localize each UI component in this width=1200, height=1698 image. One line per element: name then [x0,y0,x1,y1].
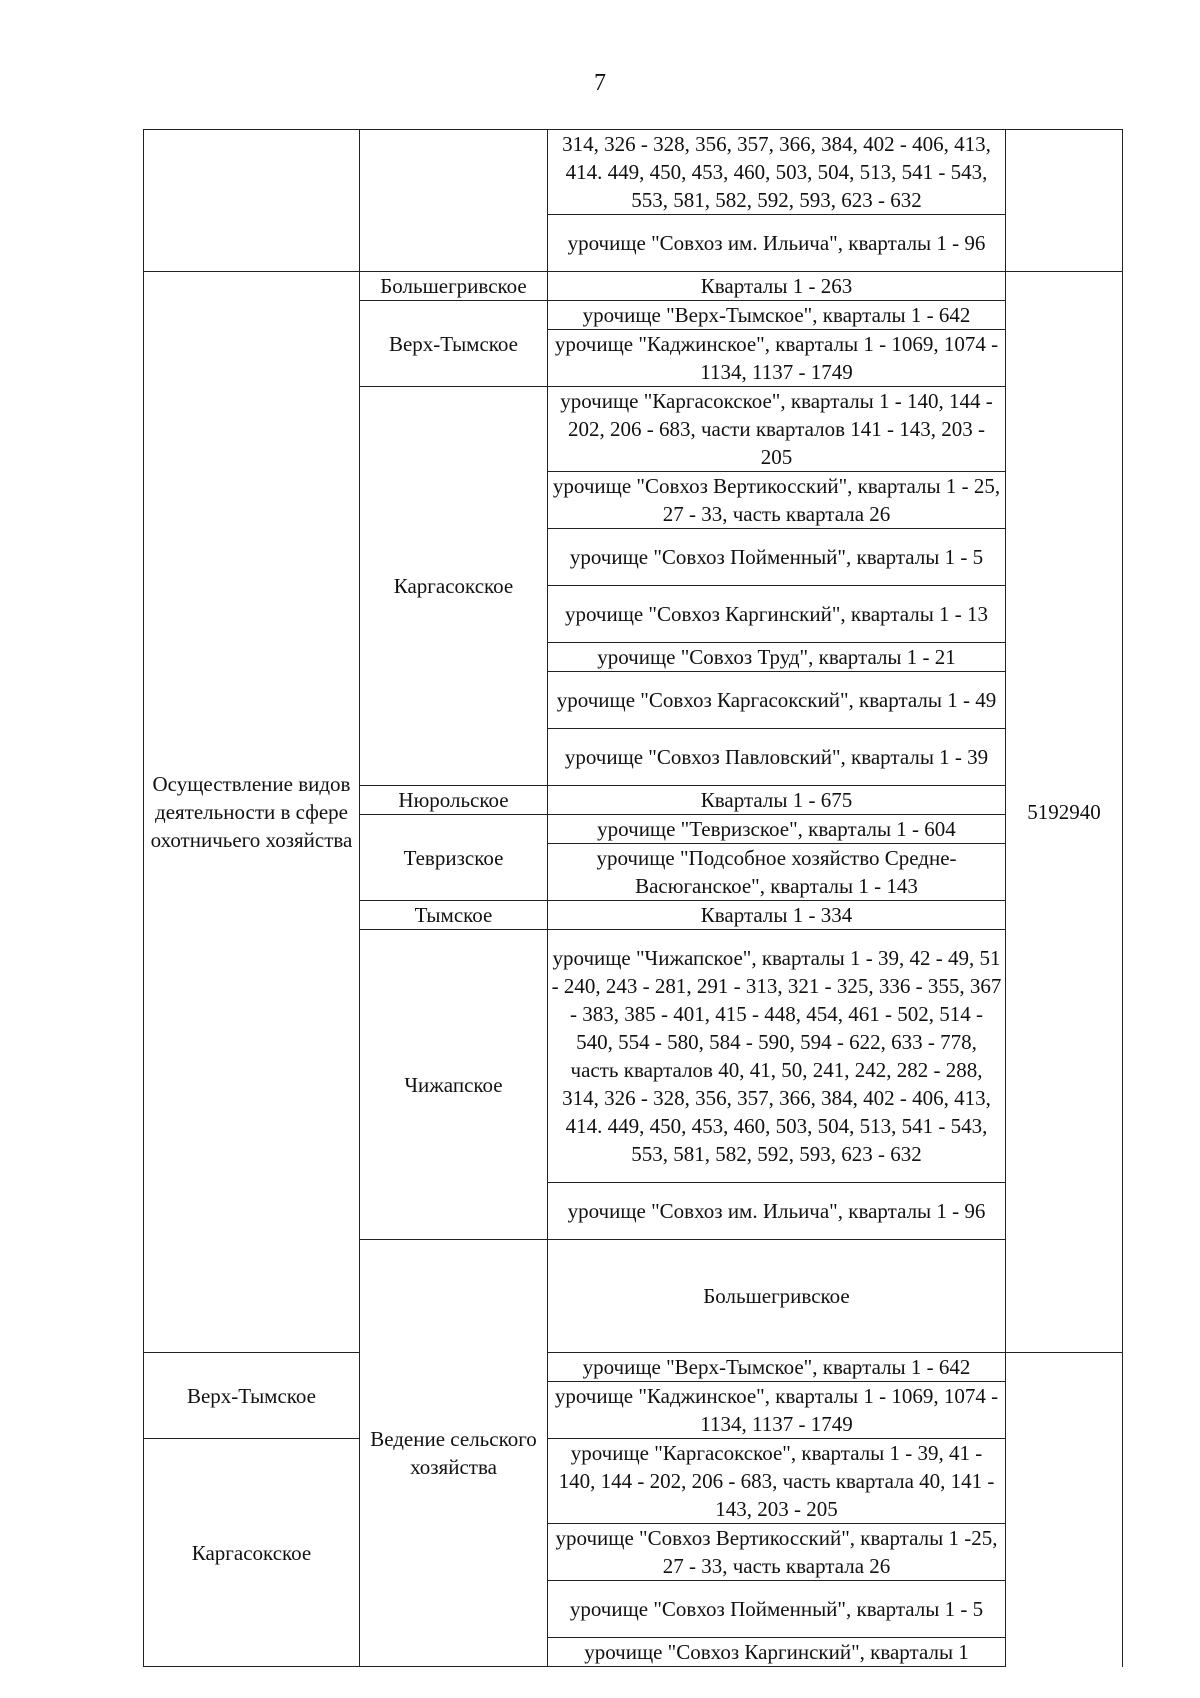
code-cell [1006,130,1123,272]
area-cell: урочище "Совхоз Каргасокский", кварталы 1 - 49 [548,672,1006,729]
area-cell: урочище "Совхоз Пойменный", кварталы 1 - 5 [548,1581,1006,1638]
table-row [144,1353,1123,1382]
area-cell: урочище "Каргасокское", кварталы 1 - 140, 144 - 202, 206 - 683, части кварталов 141 - 143, 203 - 205 [548,387,1006,472]
forestry-cell: Верх-Тымское [144,1353,360,1439]
area-cell: урочище "Подсобное хозяйство Средне-Васюганское", кварталы 1 - 143 [548,844,1006,901]
activity-cell [144,130,360,272]
area-cell: урочище "Совхоз им. Ильича", кварталы 1 - 96 [548,1183,1006,1240]
area-cell: Кварталы 1 - 675 [548,786,1006,815]
forestry-cell: Нюрольское [360,786,548,815]
area-cell: урочище "Совхоз Павловский", кварталы 1 - 39 [548,729,1006,786]
forestry-cell: Тевризское [360,815,548,901]
area-cell: 314, 326 - 328, 356, 357, 366, 384, 402 - 406, 413, 414. 449, 450, 453, 460, 503, 504, 513, 541 - 543, 553, 581, 582, 592, 593, 623 - 632 [548,130,1006,215]
area-cell: урочище "Каргасокское", кварталы 1 - 39, 41 - 140, 144 - 202, 206 - 683, часть квартала 40, 141 - 143, 203 - 205 [548,1439,1006,1524]
area-cell: Кварталы 1 - 263 [548,272,1006,301]
table-row [144,130,1123,215]
forestry-cell: Большегривское [548,1240,1006,1353]
area-cell: урочище "Совхоз Труд", кварталы 1 - 21 [548,643,1006,672]
area-cell: урочище "Каджинское", кварталы 1 - 1069, 1074 - 1134, 1137 - 1749 [548,1382,1006,1439]
area-cell: урочище "Верх-Тымское", кварталы 1 - 642 [548,1353,1006,1382]
forestry-cell: Тымское [360,901,548,930]
code-cell: 5192940 [1006,272,1123,1353]
forestry-cell: Чижапское [360,930,548,1240]
activity-cell: Осуществление видов деятельности в сфере охотничьего хозяйства [144,272,360,1353]
area-cell: урочище "Совхоз им. Ильича", кварталы 1 - 96 [548,215,1006,272]
area-cell: урочище "Верх-Тымское", кварталы 1 - 642 [548,301,1006,330]
forestry-cell [360,130,548,272]
area-cell: Кварталы 1 - 334 [548,901,1006,930]
area-cell: урочище "Совхоз Каргинский", кварталы 1 [548,1638,1006,1667]
area-cell: урочище "Совхоз Вертикосский", кварталы 1 - 25, 27 - 33, часть квартала 26 [548,472,1006,529]
area-cell: урочище "Совхоз Вертикосский", кварталы 1 -25, 27 - 33, часть квартала 26 [548,1524,1006,1581]
activity-cell: Ведение сельского хозяйства [360,1240,548,1667]
area-cell: урочище "Чижапское", кварталы 1 - 39, 42 - 49, 51 - 240, 243 - 281, 291 - 313, 321 - 325, 336 - 355, 367 - 383, 385 - 401, 415 - 448, 454, 461 - 502, 514 - 540, 554 - 580, 584 - 590, 594 - 622, 633 - 778, часть кварталов 40, 41, 50, 241, 242, 282 - 288, 314, 326 - 328, 356, 357, 366, 384, 402 - 406, 413, 414. 449, 450, 453, 460, 503, 504, 513, 541 - 543, 553, 581, 582, 592, 593, 623 - 632 [548,930,1006,1183]
table-row [144,272,1123,301]
area-cell: урочище "Совхоз Каргинский", кварталы 1 - 13 [548,586,1006,643]
page-number: 7 [594,70,606,96]
area-cell: урочище "Тевризское", кварталы 1 - 604 [548,815,1006,844]
forestry-cell: Каргасокское [144,1439,360,1667]
table-row [144,1439,1123,1524]
forestry-cell: Большегривское [360,272,548,301]
area-cell: урочище "Совхоз Пойменный", кварталы 1 - 5 [548,529,1006,586]
area-cell: урочище "Каджинское", кварталы 1 - 1069, 1074 - 1134, 1137 - 1749 [548,330,1006,387]
forestry-cell: Верх-Тымское [360,301,548,387]
forestry-cell: Каргасокское [360,387,548,786]
allotment-table [143,129,1123,1667]
